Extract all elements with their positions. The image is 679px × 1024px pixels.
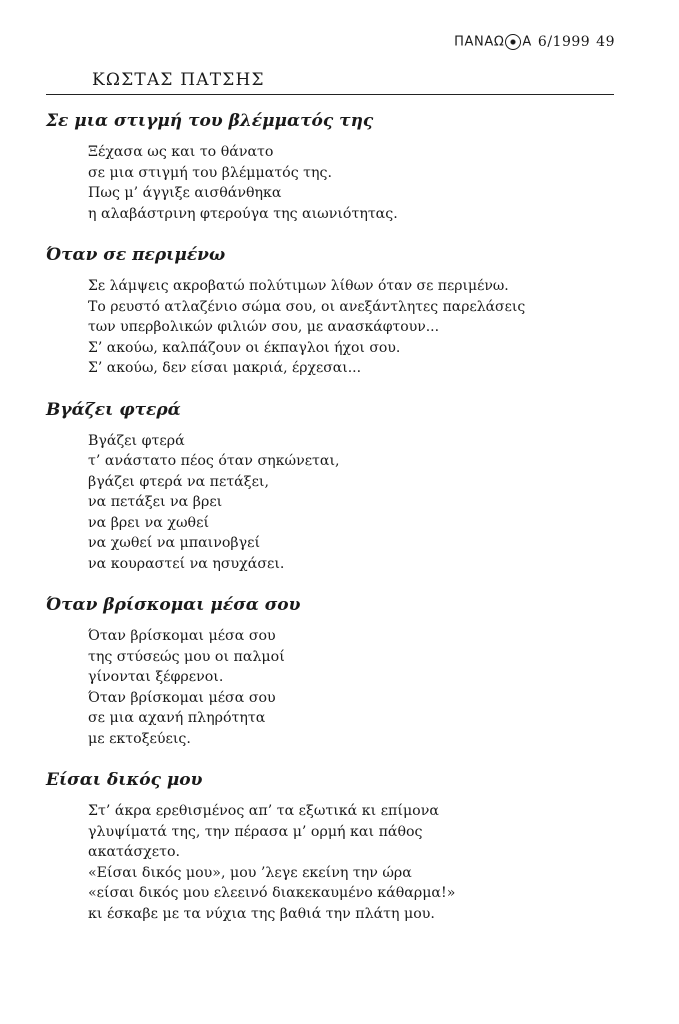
poem-line: «είσαι δικός μου ελεεινό διακεκαυμένο κάθαρμα!» <box>88 885 456 901</box>
poem-line: σε μια αχανή πληρότητα <box>88 710 266 726</box>
poem-body <box>88 276 626 379</box>
poem-line: Στ’ άκρα ερεθισμένος απ’ τα εξωτικά κι επίμονα <box>88 803 439 819</box>
poem-line: Σ’ ακούω, δεν είσαι μακριά, έρχεσαι... <box>88 360 362 376</box>
poem-line: βγάζει φτερά να πετάξει, <box>88 473 269 490</box>
poem <box>46 104 626 224</box>
poem-line: γίνονται ξέφρενοι. <box>88 669 224 685</box>
poem-line: Το ρευστό ατλαζένιο σώμα σου, οι ανεξάντλητες παρελάσεις <box>88 298 526 315</box>
poem-line: να χωθεί να μπαινοβγεί <box>88 535 261 551</box>
poem <box>46 393 626 575</box>
poem <box>46 588 626 749</box>
poem-line: να πετάξει να βρει <box>88 494 223 510</box>
poem-line: η αλαβάστρινη φτερούγα της αιωνιότητας. <box>88 205 398 222</box>
poem-line: να κουραστεί να ησυχάσει. <box>88 555 285 572</box>
issue-number: 6/1999 <box>537 34 591 50</box>
poem-line: Σ’ ακούω, καλπάζουν οι έκπαγλοι ήχοι σου. <box>88 339 401 356</box>
journal-name: ΠΑΝΑΩ Α <box>454 34 532 50</box>
poem-line: Βγάζει φτερά <box>88 432 185 449</box>
poem-line: Όταν βρίσκομαι μέσα σου <box>88 628 276 644</box>
poem-title: Όταν σε περιμένω <box>46 245 226 265</box>
circle-dot-icon <box>505 34 521 50</box>
poem-line: των υπερβολικών φιλιών σου, με ανασκάφτουν... <box>88 319 440 335</box>
poem-body <box>88 431 626 575</box>
poem-title: Όταν βρίσκομαι μέσα σου <box>46 595 301 615</box>
page-number: 49 <box>596 34 615 50</box>
poem-line: Σε λάμψεις ακροβατώ πολύτιμων λίθων όταν σε περιμένω. <box>88 278 509 294</box>
poem-line: Όταν βρίσκομαι μέσα σου <box>88 689 276 706</box>
poem-line: της στύσεώς μου οι παλμοί <box>88 648 285 665</box>
poem-line: γλυψίματά της, την πέρασα μ’ ορμή και πάθος <box>88 823 423 840</box>
poem-body <box>88 801 626 924</box>
poem-line: ακατάσχετο. <box>88 844 180 860</box>
poem-line: με εκτοξεύεις. <box>88 730 191 747</box>
poem-line: κι έσκαβε με τα νύχια της βαθιά την πλάτη μου. <box>88 905 435 922</box>
poem-line: τ’ ανάστατο πέος όταν σηκώνεται, <box>88 453 340 469</box>
header-divider <box>46 94 614 95</box>
poem-body <box>88 626 626 749</box>
poems-container <box>46 104 626 938</box>
poem-line: σε μια στιγμή του βλέμματός της. <box>88 164 332 181</box>
poem-title: Βγάζει φτερά <box>46 399 181 420</box>
poem-body <box>88 142 626 224</box>
poem-title: Σε μια στιγμή του βλέμματός της <box>46 111 374 131</box>
poem-line: Πως μ’ άγγιξε αισθάνθηκα <box>88 185 282 201</box>
poem <box>46 763 626 924</box>
poem-line: «Είσαι δικός μου», μου ’λεγε εκείνη την ώρα <box>88 864 412 881</box>
poem-line: Ξέχασα ως και το θάνατο <box>88 144 274 160</box>
running-header <box>454 34 615 50</box>
poem-title: Είσαι δικός μου <box>46 770 203 790</box>
author-name: ΚΩΣΤΑΣ ΠΑΤΣΗΣ <box>92 70 265 90</box>
poem-line: να βρει να χωθεί <box>88 514 210 531</box>
poem <box>46 238 626 379</box>
